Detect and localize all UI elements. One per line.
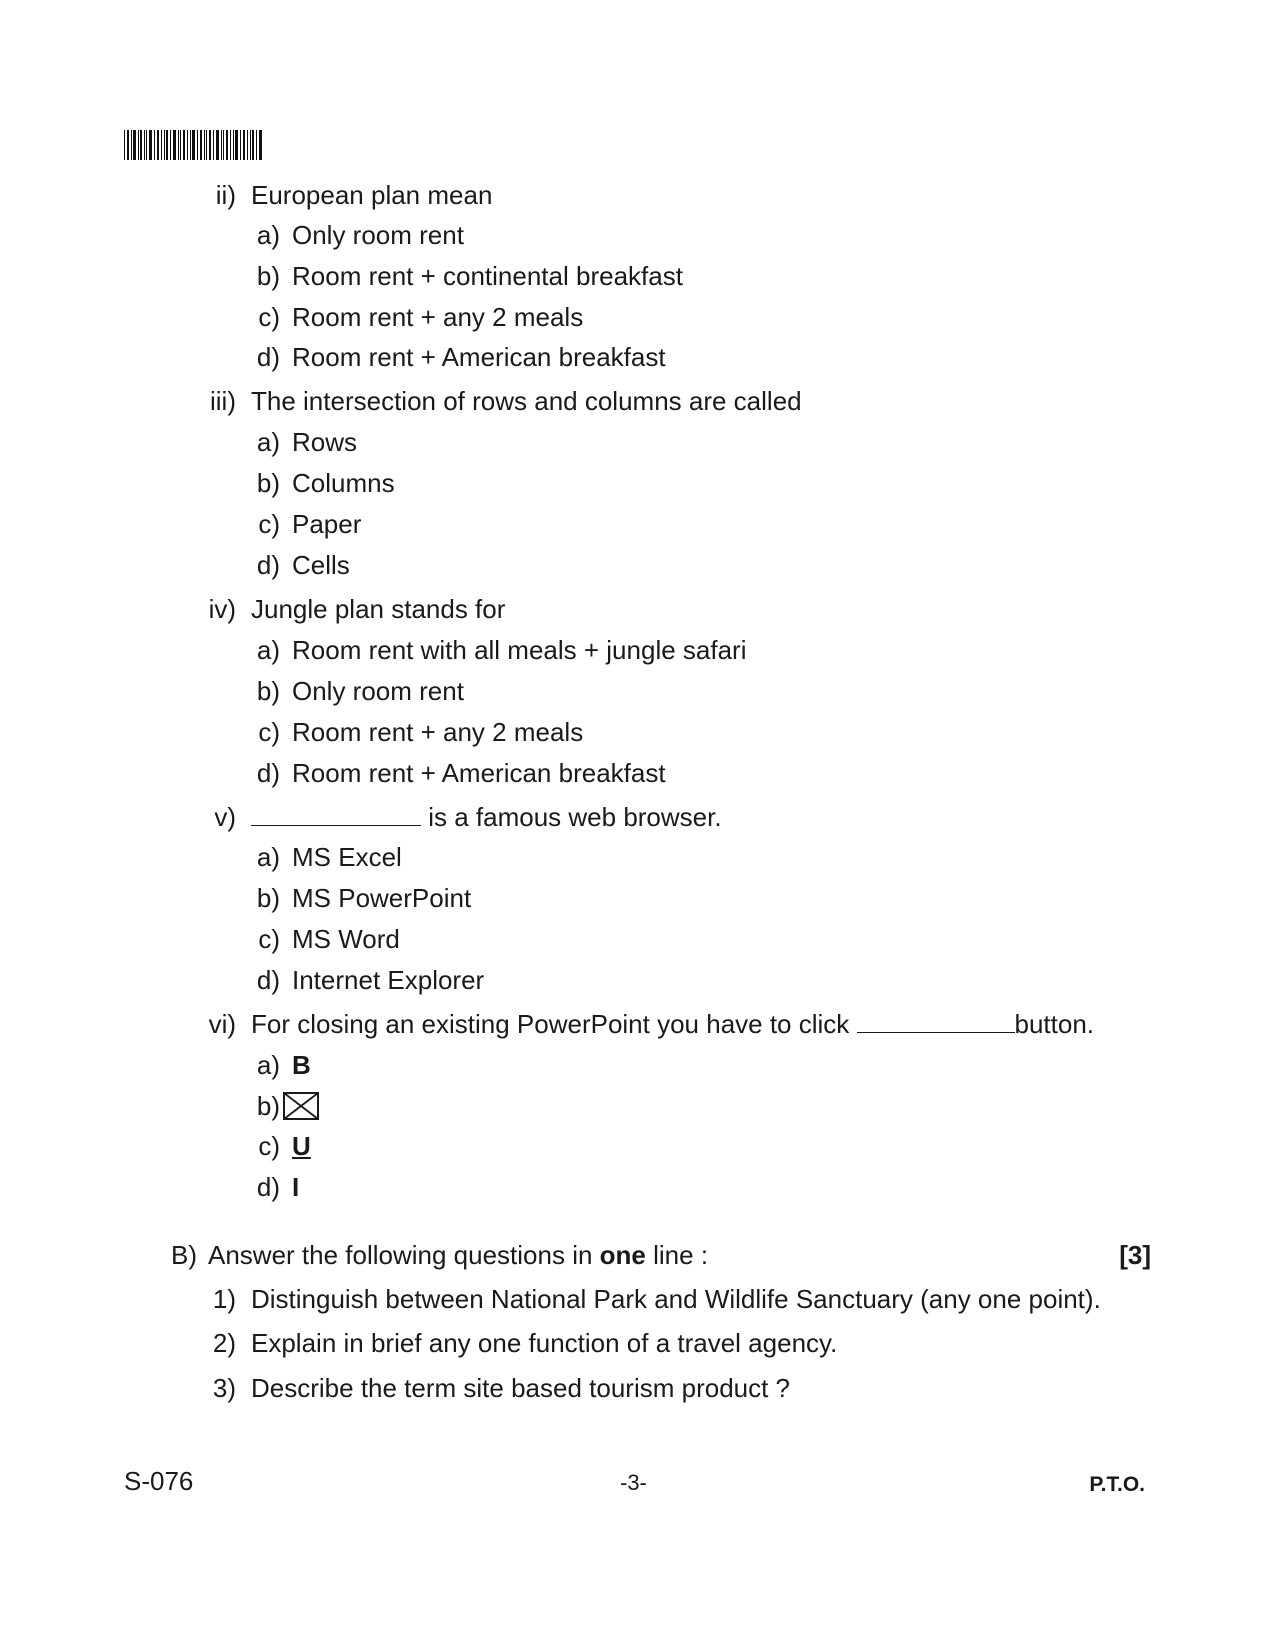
option-text: MS PowerPoint — [292, 883, 472, 913]
question-text-after-blank: is a famous web browser. — [421, 802, 722, 832]
option-text: Room rent + American breakfast — [292, 758, 666, 788]
option-text: Internet Explorer — [292, 965, 485, 995]
pto-label: P.T.O. — [1089, 1473, 1145, 1496]
option-label: d) — [256, 550, 280, 580]
option-label: d) — [256, 758, 280, 788]
question-number: iii) — [210, 386, 236, 416]
item-text: Describe the term site based tourism product ? — [251, 1373, 791, 1403]
question-number: v) — [214, 802, 236, 832]
option-text: Room rent with all meals + jungle safari — [292, 635, 747, 665]
heading-bold: one — [599, 1240, 646, 1270]
marks-badge: [3] — [1119, 1240, 1151, 1270]
option-label: a) — [256, 220, 280, 250]
item-number: 2) — [212, 1328, 236, 1358]
question-number: vi) — [208, 1009, 236, 1039]
option-label: a) — [256, 427, 280, 457]
option-text: Room rent + American breakfast — [292, 342, 666, 372]
question-text: Jungle plan stands for — [251, 594, 506, 624]
option-text: Only room rent — [292, 676, 464, 706]
option-label: d) — [256, 342, 280, 372]
option-text: U — [292, 1131, 311, 1161]
close-box-icon — [283, 1091, 319, 1121]
option-text: Cells — [292, 550, 350, 580]
question-text — [251, 1009, 1094, 1039]
fill-in-blank — [251, 803, 421, 826]
option-text: MS Word — [292, 924, 400, 954]
option-label: c) — [258, 302, 280, 332]
option-label: a) — [256, 1050, 280, 1080]
option-text: Only room rent — [292, 220, 464, 250]
option-label: c) — [258, 717, 280, 747]
option-text: Rows — [292, 427, 358, 457]
option-label: c) — [258, 924, 280, 954]
option-label: a) — [256, 635, 280, 665]
option-text: Paper — [292, 509, 362, 539]
option-label: c) — [258, 509, 280, 539]
fill-in-blank — [857, 1010, 1015, 1033]
question-text: European plan mean — [251, 180, 493, 210]
barcode — [124, 130, 264, 162]
option-text: Room rent + any 2 meals — [292, 717, 584, 747]
item-text: Distinguish between National Park and Wildlife Sanctuary (any one point). — [251, 1284, 1101, 1314]
option-label: b) — [256, 883, 280, 913]
question-text — [251, 802, 722, 832]
item-text: Explain in brief any one function of a travel agency. — [251, 1328, 838, 1358]
question-number: iv) — [208, 594, 236, 624]
page-number: -3- — [620, 1470, 647, 1495]
question-text-before-blank: For closing an existing PowerPoint you have to click — [251, 1009, 857, 1039]
option-label: a) — [256, 842, 280, 872]
question-text: The intersection of rows and columns are called — [251, 386, 802, 416]
section-label: B) — [171, 1240, 197, 1270]
item-number: 3) — [212, 1373, 236, 1403]
option-label: b) — [256, 676, 280, 706]
section-heading-text — [208, 1240, 708, 1270]
option-label: c) — [258, 1131, 280, 1161]
heading-post: line : — [645, 1240, 709, 1270]
item-number: 1) — [212, 1284, 236, 1314]
heading-pre: Answer the following questions in — [208, 1240, 600, 1270]
option-label: b) — [256, 261, 280, 291]
option-label: b) — [256, 1091, 280, 1121]
option-text: Columns — [292, 468, 395, 498]
paper-code: S-076 — [124, 1466, 194, 1496]
option-text: Room rent + continental breakfast — [292, 261, 683, 291]
option-label: b) — [256, 468, 280, 498]
option-label: d) — [256, 1172, 280, 1202]
option-text: I — [292, 1172, 300, 1202]
option-label: d) — [256, 965, 280, 995]
option-text: Room rent + any 2 meals — [292, 302, 584, 332]
option-text: B — [292, 1050, 311, 1080]
question-number: ii) — [215, 180, 236, 210]
option-text: MS Excel — [292, 842, 402, 872]
question-text-after-blank: button. — [1014, 1009, 1095, 1039]
